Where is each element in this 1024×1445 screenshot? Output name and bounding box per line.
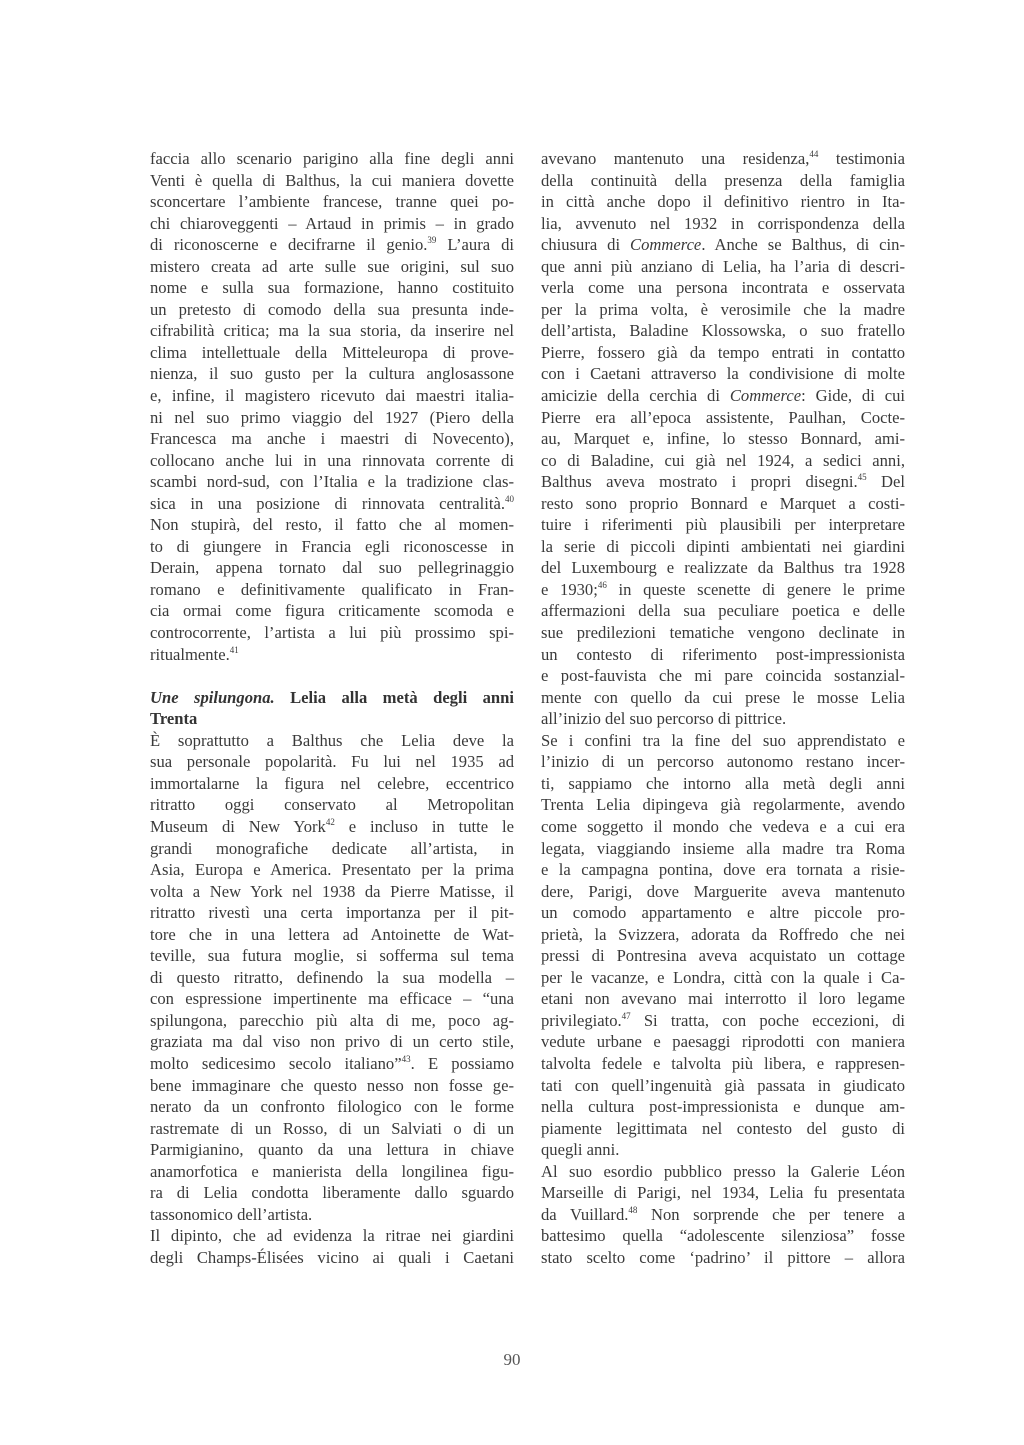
text-line [541, 385, 905, 407]
text-line: per le vacanze, e Londra, città con la quale i Ca- [541, 967, 905, 987]
text-line: prietà, la Svizzera, adorata da Roffredo che nei [541, 924, 905, 944]
text-line: vedute urbane e paesaggi riprodotti con maniera [541, 1032, 905, 1052]
text-line: mente con quello da cui prese le mosse Lelia [541, 687, 905, 707]
text-line: mistero creata ad arte sulle sue origini, sul suo [150, 256, 514, 276]
footnote-ref-42[interactable]: 42 [325, 816, 335, 827]
journal-title-commerce: Commerce [729, 386, 802, 406]
text-segment: . Anche se Balthus, di cin- [701, 235, 905, 255]
page-number: 90 [503, 1350, 521, 1369]
text-line: con i Caetani attraverso la condivisione di molte [541, 364, 905, 384]
text-line: Trenta Lelia dipingeva già regolarmente, avendo [541, 795, 905, 815]
text-line: battesimo quella “adolescente silenziosa” fosse [541, 1226, 905, 1246]
text-line: anamorfotica e manierista della longilinea figu- [150, 1161, 514, 1181]
paragraph-gap [150, 665, 514, 687]
text-line: bene immaginare che questo nesso non fosse ge- [150, 1075, 514, 1095]
text-line: degli Champs-Élisées vicino ai quali i Caetani [150, 1247, 514, 1267]
text-line: ni nel suo primo viaggio del 1927 (Piero della [150, 407, 514, 427]
section-heading [150, 687, 514, 709]
text-line: Derain, appena tornato dal suo pellegrinaggio [150, 558, 514, 578]
text-line: Asia, Europa e America. Presentato per la prima [150, 860, 514, 880]
text-line: tuire i riferimenti più plausibili per interpretare [541, 515, 905, 535]
text-line: e la campagna pontina, dove era tornata a risie- [541, 860, 905, 880]
text-line: que anni più anziano di Lelia, ha l’aria di descri- [541, 256, 905, 276]
text-line: sconcertare l’ambiente francese, tranne quei po- [150, 192, 514, 212]
text-line: au, Marquet e, infine, lo stesso Bonnard, ami- [541, 429, 905, 449]
text-line: lia, avvenuto nel 1932 in corrispondenza della [541, 213, 905, 233]
text-line [541, 148, 905, 170]
text-line: come soggetto il mondo che vedeva e a cui era [541, 816, 905, 836]
text-line: etani non avevano mai interrotto il loro legame [541, 989, 905, 1009]
text-segment: ritualmente. [150, 644, 230, 664]
text-segment: in queste scenette di genere le prime [618, 579, 905, 599]
text-line: Venti è quella di Balthus, la cui maniera dovette [150, 170, 514, 190]
text-line: dere, Parigi, dove Marguerite aveva mantenuto [541, 881, 905, 901]
text-segment: di riconoscerne e decifrarne il genio. [150, 235, 428, 255]
text-segment: : Gide, di cui [801, 386, 906, 406]
text-line: teville, sua futura moglie, si sofferma sul tema [150, 946, 514, 966]
text-line [541, 579, 905, 601]
text-segment: Del [881, 472, 905, 492]
text-segment: chiusura di [541, 235, 621, 255]
text-line: ritratto rivestì una certa importanza per il pit- [150, 903, 514, 923]
text-line: graziata ma dal viso non privo di un certo stile, [150, 1032, 514, 1052]
text-segment: L’aura di [447, 235, 514, 255]
text-segment: . E possiamo [410, 1053, 514, 1073]
footnote-ref-47[interactable]: 47 [621, 1010, 631, 1021]
text-line: Pierre, fossero già da tempo entrati in contatto [541, 342, 905, 362]
text-line: ti, sappiamo che intorno alla metà degli anni [541, 773, 905, 793]
footnote-ref-43[interactable]: 43 [401, 1053, 411, 1064]
text-line: Se i confini tra la fine del suo apprendistato e [541, 730, 905, 750]
text-segment: Museum di New York [150, 816, 326, 836]
right-column [541, 148, 905, 1268]
text-line: nella cultura post-impressionista e dunque am- [541, 1097, 905, 1117]
text-line: sua personale popolarità. Fu lui nel 1935 ad [150, 752, 514, 772]
text-line: ritratto oggi conservato al Metropolitan [150, 795, 514, 815]
text-segment: sica in una posizione di rinnovata centralità. [150, 493, 505, 513]
text-segment: testimonia [835, 149, 906, 168]
text-line: nome e sulla sua formazione, hanno costituito [150, 278, 514, 298]
text-line: scambi nord-sud, con l’Italia e la tradizione clas- [150, 472, 514, 492]
text-line: legata, viaggiando insieme alla madre tra Roma [541, 838, 905, 858]
text-line: un contesto di riferimento post-impressionista [541, 644, 905, 664]
text-line: clima intellettuale della Mitteleuropa di prove- [150, 342, 514, 362]
text-line: per la prima volta, è verosimile che la madre [541, 299, 905, 319]
text-line: dell’artista, Baladine Klossowska, o suo fratello [541, 321, 905, 341]
text-line: immortalarne la figura nel celebre, eccentrico [150, 773, 514, 793]
footnote-ref-45[interactable]: 45 [857, 472, 867, 483]
text-line: e post-fauvista che mi pare coincida sostanzial- [541, 666, 905, 686]
text-line: Francesca ma anche i maestri di Novecento), [150, 429, 514, 449]
journal-title-commerce: Commerce [630, 235, 702, 255]
text-line: la serie di piccoli dipinti ambientati nei giardini [541, 536, 905, 556]
text-line [150, 644, 514, 666]
text-line: tassonomico dell’artista. [150, 1204, 313, 1224]
text-line: ra di Lelia condotta liberamente dallo sguardo [150, 1183, 514, 1203]
text-segment: avevano mantenuto una residenza, [541, 149, 810, 168]
footnote-ref-46[interactable]: 46 [597, 579, 607, 590]
text-line: co di Baladine, cui già nel 1924, a sedici anni, [541, 450, 905, 470]
footnote-ref-40[interactable]: 40 [505, 493, 514, 504]
text-line: cifrabilità critica; ma la sua storia, da inserire nel [150, 321, 514, 341]
text-line: di questo ritratto, definendo la sua modella – [150, 967, 514, 987]
text-line: Il dipinto, che ad evidenza la ritrae nei giardini [150, 1226, 514, 1246]
text-line: quegli anni. [541, 1140, 620, 1160]
text-line: con espressione impertinente ma efficace – “una [150, 989, 514, 1009]
text-line: sue predilezioni tematiche vengono declinate in [541, 623, 905, 643]
text-line: volta a New York nel 1938 da Pierre Matisse, il [150, 881, 514, 901]
text-line: talvolta fedele e talvolta più libera, e rappresen- [541, 1053, 905, 1073]
text-line: collocano anche lui in una rinnovata corrente di [150, 450, 514, 470]
heading-bold: Lelia alla metà degli anni [290, 687, 514, 707]
section-heading-line2: Trenta [150, 709, 198, 729]
footnote-ref-44[interactable]: 44 [809, 149, 819, 159]
text-line: rastremate di un Rosso, di un Salviati o di un [150, 1118, 514, 1138]
text-segment: e incluso in tutte le [348, 816, 514, 836]
text-segment: privilegiato. [541, 1010, 622, 1030]
text-line: nerato da un confronto filologico con le forme [150, 1097, 514, 1117]
text-line [541, 1204, 905, 1226]
text-line: spilungona, parecchio più alta di me, poco ag- [150, 1010, 514, 1030]
text-segment: Non sorprende che per tenere a [651, 1204, 906, 1224]
text-line: cia ormai come figura criticamente scomoda e [150, 601, 514, 621]
text-line: grandi monografiche dedicate all’artista, in [150, 838, 514, 858]
text-line [150, 234, 514, 256]
text-segment: amicizie della cerchia di [541, 386, 720, 406]
text-segment: molto sedicesimo secolo italiano” [150, 1053, 402, 1073]
left-column [150, 148, 514, 1268]
text-segment: e 1930; [541, 579, 598, 599]
text-line: della continuità della presenza della famiglia [541, 170, 905, 190]
text-line: pressi di Pontresina aveva acquistato un cottage [541, 946, 905, 966]
text-line: all’inizio del suo percorso di pittrice. [541, 709, 787, 729]
text-line: un pretesto di comodo della sua presunta inde- [150, 299, 514, 319]
text-line: del Luxembourg e realizzate da Balthus tra 1928 [541, 558, 905, 578]
text-line [150, 493, 514, 515]
text-line: verla come una persona incontrata e osservata [541, 278, 905, 298]
text-line [150, 816, 514, 838]
text-line: un comodo appartamento e altre piccole pro- [541, 903, 905, 923]
text-line: stato scelto come ‘padrino’ il pittore – allora [541, 1247, 905, 1267]
text-line [541, 1010, 905, 1032]
text-line: chi chiaroveggenti – Artaud in primis – in grado [150, 213, 514, 233]
text-line: resto sono proprio Bonnard e Marquet a costi- [541, 493, 905, 513]
text-line: Pierre era all’epoca assistente, Paulhan, Cocte- [541, 407, 905, 427]
text-line: Marseille di Parigi, nel 1934, Lelia fu presentata [541, 1183, 905, 1203]
text-line: Parmigianino, quanto da una lettura in chiave [150, 1140, 514, 1160]
text-line: È soprattutto a Balthus che Lelia deve la [150, 730, 514, 750]
footnote-ref-48[interactable]: 48 [628, 1204, 638, 1215]
text-line: romano e definitivamente qualificato in Fran- [150, 579, 514, 599]
text-line: nienza, il suo gusto per la cultura anglosassone [150, 364, 514, 384]
text-segment: da Vuillard. [541, 1204, 629, 1224]
text-line: l’inizio di un percorso autonomo restano incer- [541, 752, 905, 772]
text-line [150, 1053, 514, 1075]
text-line [541, 471, 905, 493]
text-line [541, 234, 905, 256]
text-segment: Balthus aveva mostrato i propri disegni. [541, 472, 858, 492]
text-line: Al suo esordio pubblico presso la Galerie Léon [541, 1161, 905, 1181]
text-segment: Si tratta, con poche eccezioni, di [643, 1010, 905, 1030]
text-line: tore che in una lettera ad Antoinette de Wat- [150, 924, 514, 944]
text-line: faccia allo scenario parigino alla fine degli anni [150, 149, 514, 168]
heading-italic: Une spilungona. [150, 687, 275, 707]
text-line: to di giungere in Francia egli riconoscesse in [150, 536, 514, 556]
text-line: in città anche dopo il definitivo rientro in Ita- [541, 192, 905, 212]
text-line: affermazioni della sua peculiare poetica e delle [541, 601, 905, 621]
text-line: Non stupirà, del resto, il fatto che al momen- [150, 515, 514, 535]
text-line: e, infine, il magistero ricevuto dai maestri italia- [150, 386, 514, 406]
text-line: tati con quell’ingenuità già passata in giudicato [541, 1075, 905, 1095]
text-line: controcorrente, l’artista a lui più prossimo spi- [150, 623, 514, 643]
text-line: piamente legittimata nel contesto del gusto di [541, 1118, 905, 1138]
footnote-ref-41[interactable]: 41 [229, 644, 239, 655]
footnote-ref-39[interactable]: 39 [427, 235, 437, 246]
